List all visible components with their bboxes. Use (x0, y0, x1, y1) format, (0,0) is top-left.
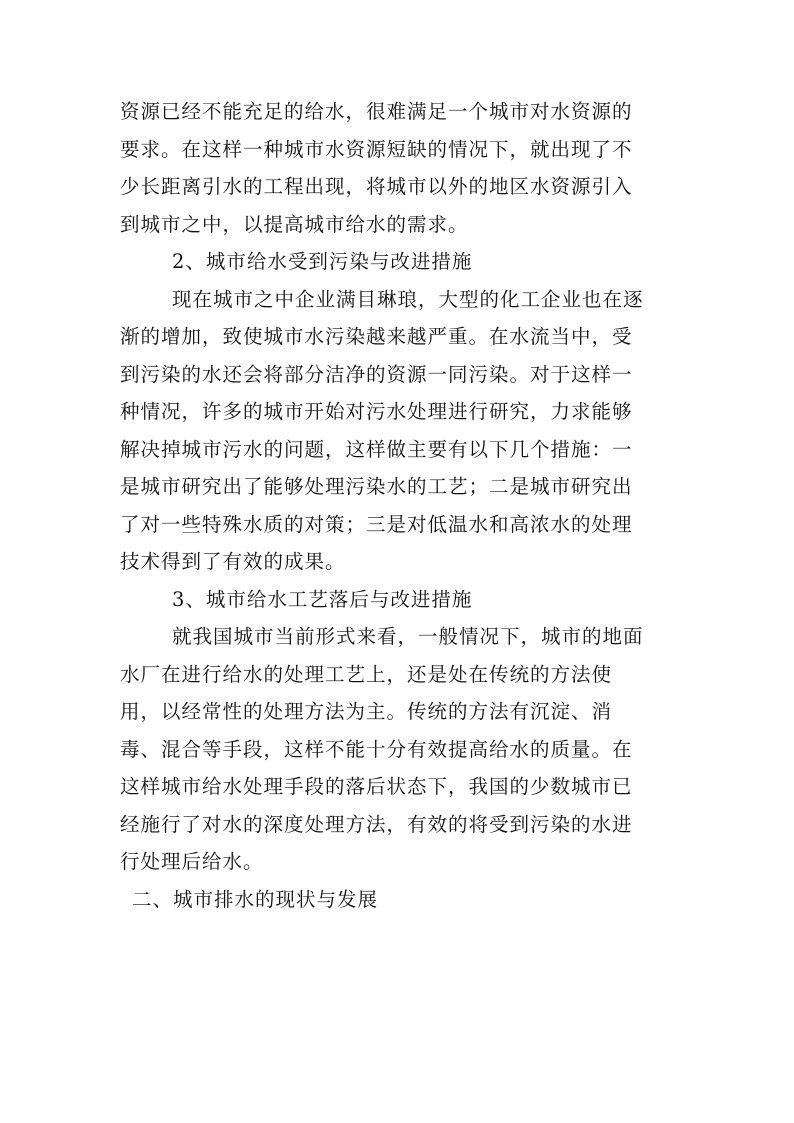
paragraph-2 (120, 281, 680, 581)
paragraph-line: 毒、混合等手段，这样不能十分有效提高给水的质量。在 (120, 737, 633, 761)
paragraph-line: 解决掉城市污水的问题，这样做主要有以下几个措施：一 (120, 437, 633, 461)
paragraph-line: 用，以经常性的处理方法为主。传统的方法有沉淀、消 (120, 700, 613, 723)
section-heading: 二、城市排水的现状与发展 (132, 887, 379, 911)
paragraph-line: 渐的增加，致使城市水污染越来越严重。在水流当中，受 (120, 325, 633, 348)
paragraph-3 (120, 618, 680, 881)
paragraph-line: 是城市研究出了能够处理污染水的工艺；二是城市研究出 (120, 475, 633, 498)
document-body (120, 93, 680, 918)
paragraph-line: 要求。在这样一种城市水资源短缺的情况下，就出现了不 (120, 137, 633, 161)
paragraph-line: 技术得到了有效的成果。 (120, 550, 346, 573)
paragraph-line: 少长距离引水的工程出现，将城市以外的地区水资源引入 (120, 175, 633, 198)
paragraph-line: 种情况，许多的城市开始对污水处理进行研究，力求能够 (120, 400, 633, 423)
subheading-2: 2、城市给水受到污染与改进措施 (172, 250, 473, 273)
subheading-3: 3、城市给水工艺落后与改进措施 (172, 587, 473, 611)
paragraph-line: 现在城市之中企业满目琳琅，大型的化工企业也在逐 (172, 287, 644, 311)
paragraph-line: 了对一些特殊水质的对策；三是对低温水和高浓水的处理 (120, 512, 633, 536)
paragraph-1 (120, 93, 680, 243)
paragraph-line: 到污染的水还会将部分洁净的资源一同污染。对于这样一 (120, 362, 633, 386)
paragraph-line: 行处理后给水。 (120, 850, 264, 873)
paragraph-line: 经施行了对水的深度处理方法，有效的将受到污染的水进 (120, 812, 633, 836)
paragraph-line: 就我国城市当前形式来看，一般情况下，城市的地面 (172, 625, 644, 648)
paragraph-line: 这样城市给水处理手段的落后状态下，我国的少数城市已 (120, 775, 633, 798)
paragraph-line: 水厂在进行给水的处理工艺上，还是处在传统的方法使 (120, 662, 613, 686)
paragraph-line: 资源已经不能充足的给水，很难满足一个城市对水资源的 (120, 100, 633, 123)
paragraph-line: 到城市之中，以提高城市给水的需求。 (120, 212, 469, 236)
